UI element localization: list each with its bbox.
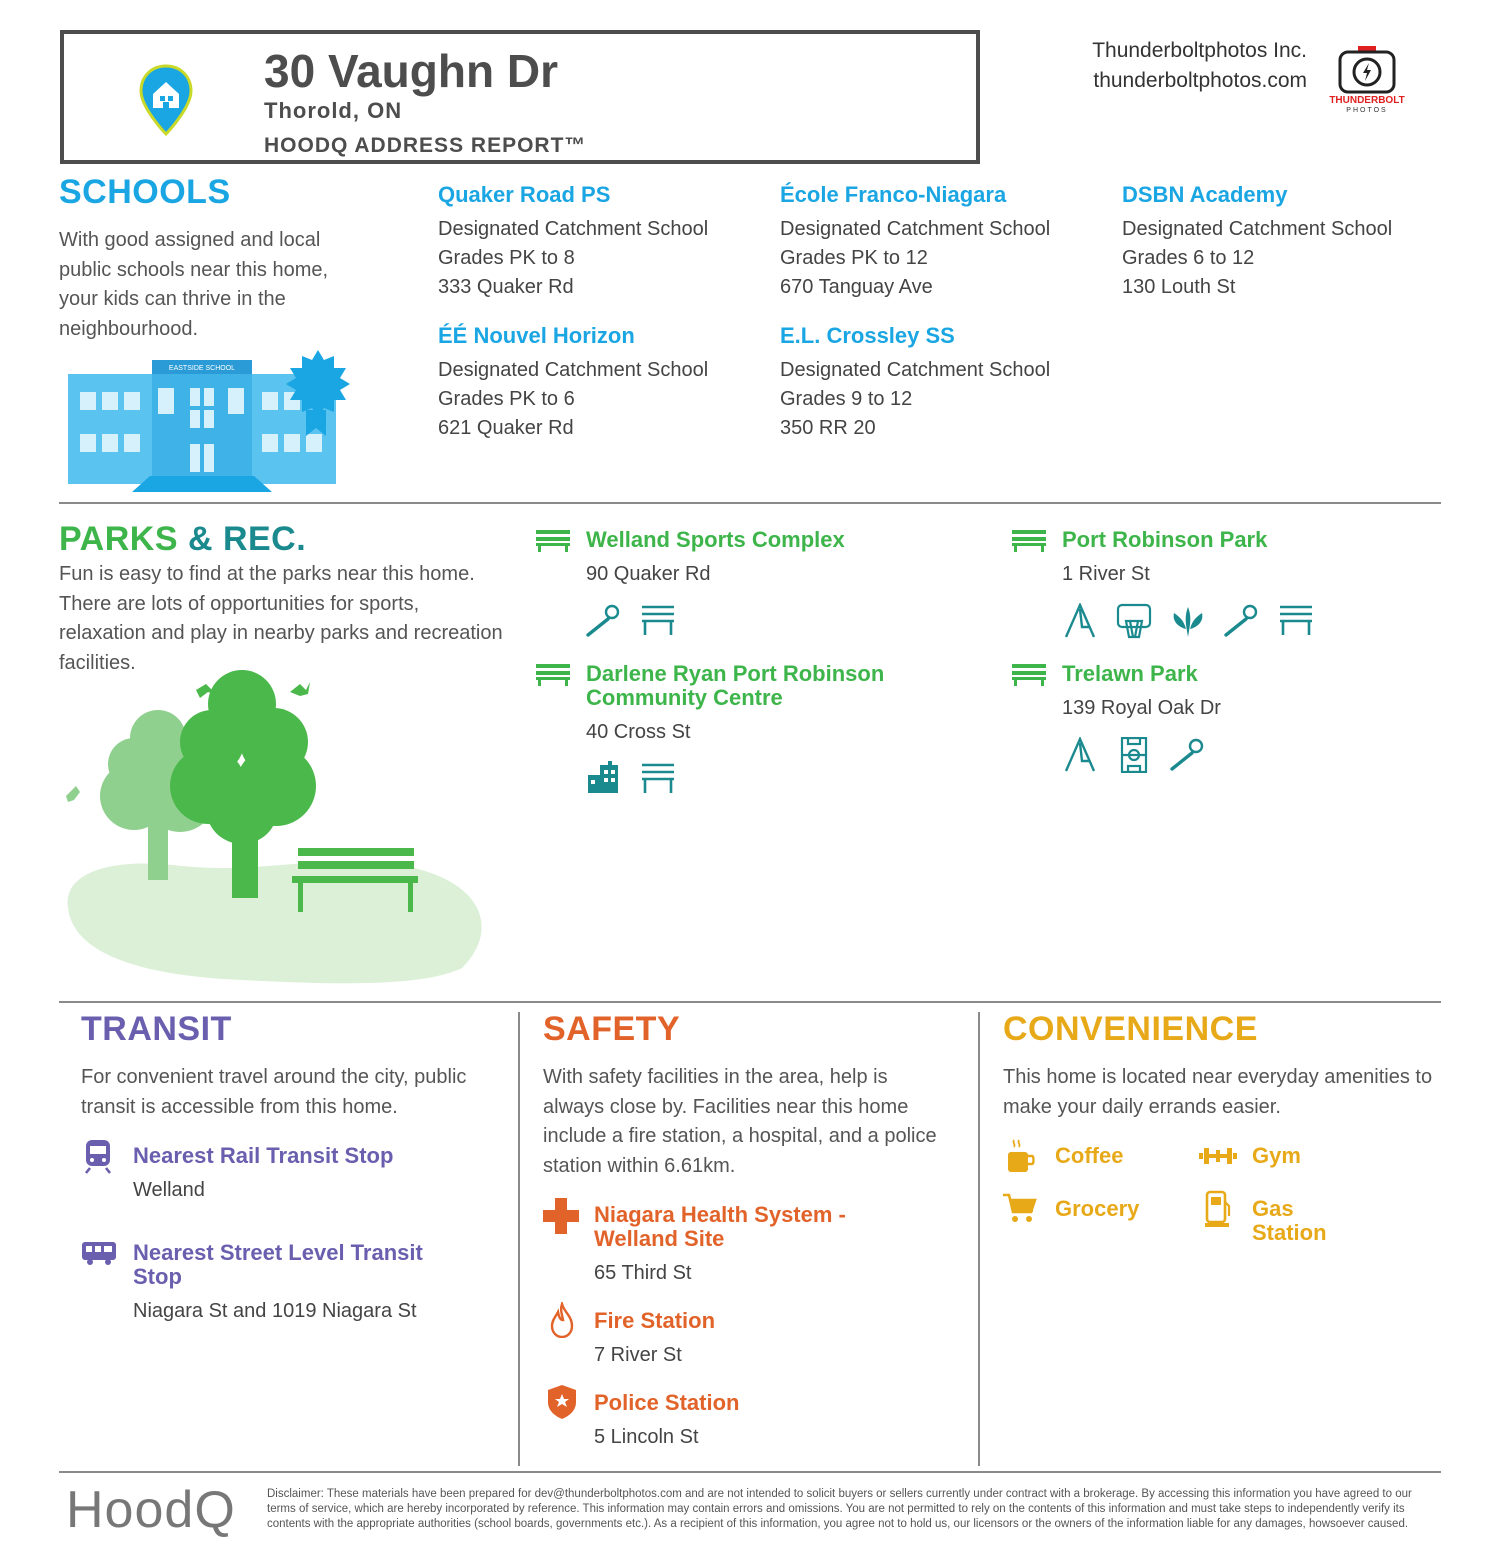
park-name[interactable]: Welland Sports Complex bbox=[586, 527, 845, 552]
transit-item-title[interactable]: Nearest Rail Transit Stop bbox=[133, 1143, 394, 1168]
convenience-grocery[interactable]: Grocery bbox=[1055, 1196, 1140, 1221]
safety-item-title[interactable]: Police Station bbox=[594, 1390, 740, 1415]
hospital-cross-icon bbox=[543, 1198, 579, 1234]
school-grades: Grades PK to 12 bbox=[780, 247, 928, 269]
school-type: Designated Catchment School bbox=[1122, 218, 1393, 240]
school-grades: Grades 9 to 12 bbox=[780, 388, 913, 410]
convenience-heading: CONVENIENCE bbox=[1003, 1010, 1258, 1048]
school-name[interactable]: ÉÉ Nouvel Horizon bbox=[438, 323, 635, 348]
cart-icon bbox=[1003, 1192, 1037, 1224]
transit-item[interactable] bbox=[133, 1144, 493, 1205]
camera-logo-icon bbox=[1336, 44, 1398, 96]
park-address: 1 River St bbox=[1062, 563, 1150, 585]
transit-heading: TRANSIT bbox=[81, 1010, 232, 1048]
bench-icon bbox=[640, 761, 676, 795]
section-divider bbox=[59, 1471, 1441, 1473]
school-address: 130 Louth St bbox=[1122, 276, 1236, 298]
safety-item[interactable] bbox=[594, 1309, 894, 1370]
parks-heading-main: PARKS bbox=[59, 520, 178, 558]
report-title: HOODQ ADDRESS REPORT™ bbox=[264, 134, 587, 157]
safety-heading: SAFETY bbox=[543, 1010, 681, 1048]
school-address: 621 Quaker Rd bbox=[438, 417, 574, 439]
transit-item[interactable] bbox=[133, 1241, 463, 1326]
coffee-icon bbox=[1006, 1138, 1036, 1174]
park-address: 139 Royal Oak Dr bbox=[1062, 697, 1221, 719]
section-divider bbox=[59, 502, 1441, 504]
school-name[interactable]: DSBN Academy bbox=[1122, 182, 1288, 207]
swing-icon bbox=[1062, 603, 1098, 639]
transit-description: For convenient travel around the city, public transit is accessible from this home. bbox=[81, 1066, 467, 1118]
logo-subtitle: PHOTOS bbox=[1346, 107, 1388, 114]
company-website[interactable]: thunderboltphotos.com bbox=[1093, 69, 1307, 92]
bench-icon bbox=[536, 664, 570, 686]
school-grades: Grades 6 to 12 bbox=[1122, 247, 1255, 269]
school-address: 350 RR 20 bbox=[780, 417, 876, 439]
baseball-icon bbox=[1170, 737, 1206, 771]
park-card[interactable] bbox=[536, 662, 936, 795]
section-divider bbox=[59, 1001, 1441, 1003]
gas-pump-icon bbox=[1205, 1190, 1231, 1228]
school-type: Designated Catchment School bbox=[438, 359, 709, 381]
school-card[interactable] bbox=[780, 183, 1100, 302]
school-address: 333 Quaker Rd bbox=[438, 276, 574, 298]
convenience-coffee[interactable]: Coffee bbox=[1055, 1143, 1124, 1168]
safety-item-title[interactable]: Niagara Health System - Welland Site bbox=[594, 1202, 846, 1251]
convenience-gym[interactable]: Gym bbox=[1252, 1143, 1301, 1168]
swing-icon bbox=[1062, 737, 1098, 773]
column-divider bbox=[518, 1012, 520, 1466]
company-info bbox=[1092, 36, 1307, 96]
address-city: Thorold, ON bbox=[264, 98, 403, 123]
sports-field-icon bbox=[1116, 737, 1152, 773]
park-amenities bbox=[586, 603, 936, 637]
column-divider bbox=[978, 1012, 980, 1466]
park-name[interactable]: Trelawn Park bbox=[1062, 661, 1198, 686]
disclaimer-text: Disclaimer: These materials have been prepared for dev@thunderboltphotos.com and are not intended to solicit buyers or sellers currently under contract with a brokerage. By accessing this information you have agreed to our terms of service, which are hereby incorporated by reference. This information may contain errors and omissions. You are not permitted to rely on the contents of this information and must take steps to independently verify its contents with the appropriate authorities (school boards, governments etc.). As a recipient of this information, you agree not to hold us, our licensors or the owners of the information liable for any damages, howsoever caused. bbox=[267, 1488, 1412, 1530]
parks-heading bbox=[59, 520, 306, 559]
park-address: 40 Cross St bbox=[586, 721, 691, 743]
safety-item[interactable] bbox=[594, 1203, 894, 1288]
bus-icon bbox=[80, 1240, 118, 1266]
train-icon bbox=[84, 1138, 112, 1174]
park-address: 90 Quaker Rd bbox=[586, 563, 711, 585]
park-trees-illustration bbox=[62, 668, 488, 988]
flame-icon bbox=[550, 1302, 574, 1338]
school-name[interactable]: Quaker Road PS bbox=[438, 182, 611, 207]
transit-item-title[interactable]: Nearest Street Level Transit Stop bbox=[133, 1240, 423, 1289]
bench-icon bbox=[1012, 530, 1046, 552]
school-type: Designated Catchment School bbox=[780, 218, 1051, 240]
baseball-icon bbox=[1224, 603, 1260, 637]
transit-item-value: Niagara St and 1019 Niagara St bbox=[133, 1300, 417, 1322]
school-card[interactable] bbox=[438, 324, 758, 443]
safety-description: With safety facilities in the area, help is always close by. Facilities near this home include a fire station, a hospital, and a police station within 6.61km. bbox=[543, 1066, 937, 1177]
dumbbell-icon bbox=[1199, 1146, 1237, 1166]
park-card[interactable] bbox=[1012, 662, 1412, 773]
school-grades: Grades PK to 8 bbox=[438, 247, 575, 269]
baseball-icon bbox=[586, 603, 622, 637]
park-name[interactable]: Darlene Ryan Port Robinson Community Centre bbox=[586, 661, 885, 710]
bench-icon bbox=[1012, 664, 1046, 686]
park-amenities bbox=[586, 761, 926, 795]
logo-wordmark: THUNDERBOLT bbox=[1329, 95, 1405, 106]
convenience-description: This home is located near everyday amenities to make your daily errands easier. bbox=[1003, 1066, 1433, 1118]
school-type: Designated Catchment School bbox=[780, 359, 1051, 381]
safety-item-value: 5 Lincoln St bbox=[594, 1426, 699, 1448]
convenience-gas-station[interactable]: Gas Station bbox=[1252, 1196, 1327, 1245]
school-type: Designated Catchment School bbox=[438, 218, 709, 240]
school-building-illustration bbox=[66, 348, 362, 492]
school-name[interactable]: E.L. Crossley SS bbox=[780, 323, 955, 348]
park-amenities bbox=[1062, 737, 1412, 773]
school-card[interactable] bbox=[780, 324, 1100, 443]
school-address: 670 Tanguay Ave bbox=[780, 276, 933, 298]
schools-description: With good assigned and local public schools near this home, your kids can thrive in the neighbourhood. bbox=[59, 229, 329, 340]
company-name: Thunderboltphotos Inc. bbox=[1092, 39, 1307, 62]
school-card[interactable] bbox=[1122, 183, 1442, 302]
community-centre-icon bbox=[586, 761, 622, 795]
address-header bbox=[60, 30, 980, 164]
school-grades: Grades PK to 6 bbox=[438, 388, 575, 410]
school-card[interactable] bbox=[438, 183, 758, 302]
bench-icon bbox=[1278, 603, 1314, 637]
splash-pad-icon bbox=[1170, 603, 1206, 639]
parks-heading-secondary: & REC. bbox=[187, 520, 307, 558]
park-amenities bbox=[1062, 603, 1412, 639]
bench-icon bbox=[640, 603, 676, 637]
park-card[interactable] bbox=[536, 528, 936, 637]
address-title: 30 Vaughn Dr bbox=[264, 45, 558, 97]
school-sign-text: EASTSIDE SCHOOL bbox=[168, 365, 236, 372]
location-pin-icon bbox=[138, 64, 194, 136]
safety-item-value: 65 Third St bbox=[594, 1262, 692, 1284]
police-badge-icon bbox=[547, 1384, 577, 1420]
park-card[interactable] bbox=[1012, 528, 1412, 639]
park-name[interactable]: Port Robinson Park bbox=[1062, 527, 1268, 552]
schools-heading: SCHOOLS bbox=[59, 173, 231, 211]
bench-icon bbox=[536, 530, 570, 552]
safety-item-title[interactable]: Fire Station bbox=[594, 1308, 716, 1333]
safety-item[interactable] bbox=[594, 1391, 894, 1452]
school-name[interactable]: École Franco-Niagara bbox=[780, 182, 1007, 207]
hoodq-logo: HoodQ bbox=[66, 1481, 236, 1539]
transit-item-value: Welland bbox=[133, 1179, 205, 1201]
company-logo-text bbox=[1326, 96, 1408, 116]
basketball-icon bbox=[1116, 603, 1152, 639]
parks-description: Fun is easy to find at the parks near this home. There are lots of opportunities for sports, relaxation and play in nearby parks and recreation facilities. bbox=[59, 563, 503, 674]
safety-item-value: 7 River St bbox=[594, 1344, 682, 1366]
